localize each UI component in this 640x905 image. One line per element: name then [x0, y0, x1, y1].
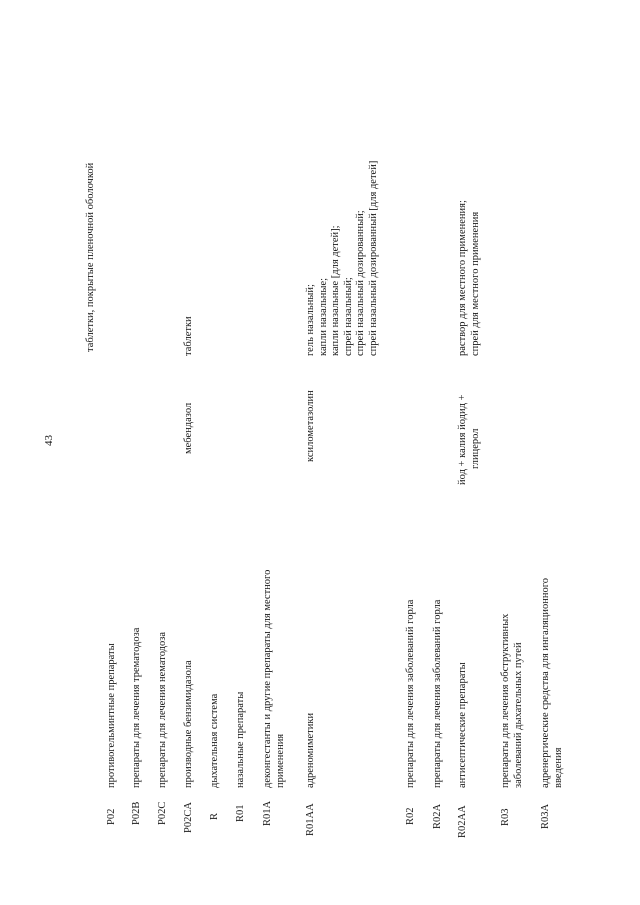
atx-code: R02A	[432, 803, 443, 829]
atx-name: антисептические препараты	[457, 662, 468, 788]
atx-name: противогельминтные препараты	[106, 643, 117, 788]
drug-name: мебендазол	[183, 402, 194, 454]
atx-code: P02B	[131, 801, 142, 825]
drug-name: ксилометазолин	[305, 390, 316, 462]
atx-name: адреномиметики	[305, 712, 316, 788]
atx-name: препараты для лечения трематодоза	[131, 627, 142, 788]
dosage-form: таблетки, покрытые пленочной оболочкой	[85, 162, 96, 352]
dosage-form-list: гель назальный; капли назальные; капли назальные [для детей]; спрей назальный; спрей назальный дозированный; спрей назальный дозированный [для детей]	[305, 160, 379, 356]
atx-code: R01	[235, 804, 246, 822]
atx-code: R02	[405, 807, 416, 825]
atx-name: препараты для лечения заболеваний горла	[432, 599, 443, 788]
dosage-form: таблетки	[183, 316, 194, 356]
atx-code: P02	[106, 808, 117, 825]
dosage-form-list: раствор для местного применения; спрей для местного применения	[457, 200, 481, 356]
atx-name: производные бензимидазола	[183, 660, 194, 788]
atx-name: адренергические средства для ингаляционного введения	[540, 577, 564, 788]
atx-code: R	[209, 812, 220, 820]
atx-name: назальные препараты	[235, 691, 246, 788]
atx-code: R02AA	[457, 805, 468, 838]
atx-code: R03A	[540, 803, 551, 829]
page-number: 43	[43, 435, 55, 446]
atx-code: R01AA	[305, 803, 316, 836]
atx-name: препараты для лечения нематодоза	[157, 631, 168, 788]
atx-name: препараты для лечения заболеваний горла	[405, 599, 416, 788]
atx-code: R03	[500, 808, 511, 826]
atx-code: P02CA	[183, 802, 194, 833]
drug-name: йод + калия йодид + глицерол	[457, 394, 481, 485]
atx-name: дыхательная система	[209, 693, 220, 788]
atx-name: препараты для лечения обструктивных заболеваний дыхательных путей	[500, 613, 524, 788]
atx-name: деконгестанты и другие препараты для местного применения	[262, 569, 286, 788]
atx-code: R01A	[262, 800, 273, 826]
atx-code: P02C	[157, 801, 168, 825]
